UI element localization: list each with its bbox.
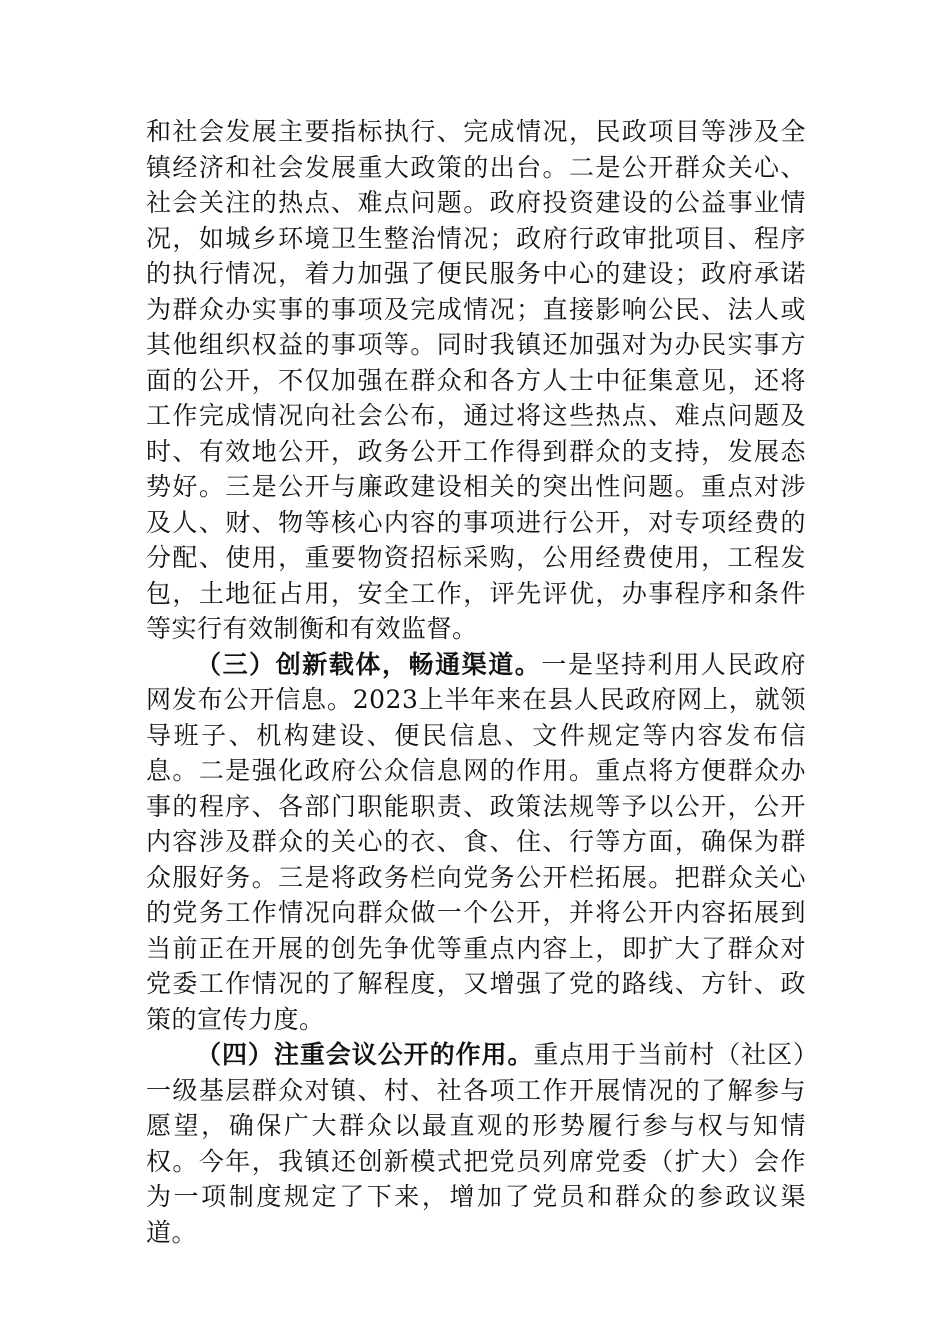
paragraph-2-heading: （三）创新载体，畅通渠道。 bbox=[196, 649, 542, 679]
document-body bbox=[146, 114, 806, 1250]
paragraph-1-text: 和社会发展主要指标执行、完成情况，民政项目等涉及全镇经济和社会发展重大政策的出台。二是公开群众关心、社会关注的热点、难点问题。政府投资建设的公益事业情况，如城乡环境卫生整治情况；政府行政审批项目、程序的执行情况，着力加强了便民服务中心的建设；政府承诺为群众办实事的事项及完成情况；直接影响公民、法人或其他组织权益的事项等。同时我镇还加强对为办民实事方面的公开，不仅加强在群众和各方人士中征集意见，还将工作完成情况向社会公布，通过将这些热点、难点问题及时、有效地公开，政务公开工作得到群众的支持，发展态势好。三是公开与廉政建设相关的突出性问题。重点对涉及人、财、物等核心内容的事项进行公开，对专项经费的分配、使用，重要物资招标采购，公用经费使用，工程发包，土地征占用，安全工作，评先评优，办事程序和条件等实行有效制衡和有效监督。 bbox=[146, 117, 806, 643]
paragraph-3-heading: （四）注重会议公开的作用。 bbox=[196, 1040, 534, 1069]
paragraph-1 bbox=[146, 114, 806, 647]
paragraph-2 bbox=[146, 647, 806, 1038]
paragraph-3 bbox=[146, 1037, 806, 1250]
paragraph-2-text: 一是坚持利用人民政府网发布公开信息。2023上半年来在县人民政府网上，就领导班子、机构建设、便民信息、文件规定等内容发布信息。二是强化政府公众信息网的作用。重点将方便群众办事的程序、各部门职能职责、政策法规等予以公开，公开内容涉及群众的关心的衣、食、住、行等方面，确保为群众服好务。三是将政务栏向党务公开栏拓展。把群众关心的党务工作情况向群众做一个公开，并将公开内容拓展到当前正在开展的创先争优等重点内容上，即扩大了群众对党委工作情况的了解程度，又增强了党的路线、方针、政策的宣传力度。 bbox=[146, 649, 806, 1034]
paragraph-3-text: 重点用于当前村（社区）一级基层群众对镇、村、社各项工作开展情况的了解参与愿望，确保广大群众以最直观的形势履行参与权与知情权。今年，我镇还创新模式把党员列席党委（扩大）会作为一项制度规定了下来，增加了党员和群众的参政议渠道。 bbox=[146, 1040, 806, 1247]
